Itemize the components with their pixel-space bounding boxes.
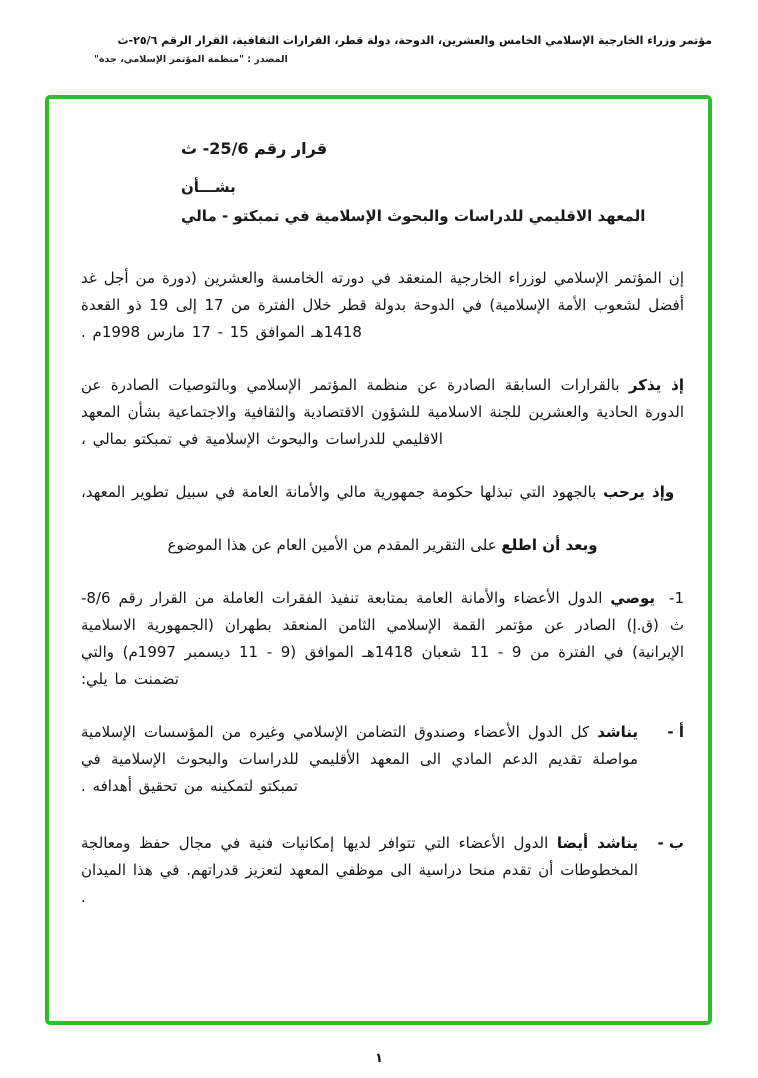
sub-item-a-text: كل الدول الأعضاء وصندوق التضامن الإسلامي وغيره من المؤسسات الإسلامية مواصلة تقديم الدعم المادي الى المعهد الأقليمي للدراسات والبحوث الإسلامية في تمبكتو لتمكينه من تحقيق أهدافه . bbox=[81, 723, 638, 795]
operative-item-1-text: الدول الأعضاء والأمانة العامة بمتابعة تنفيذ الفقرات العاملة من القرار رقم 8/6- ث (ق.إ) الصادر عن مؤتمر القمة الإسلامي الثامن المنعقد بطهران (الجمهورية الاسلامية الإيرانية) في الفترة من 9 - 11 شعبان 1418هـ الموافق (9 - 11 ديسمبر 1997م) والتي تضمنت ما يلي: bbox=[81, 589, 685, 688]
preamble-paragraph-4-text: على التقرير المقدم من الأمين العام عن هذا الموضوع bbox=[167, 536, 497, 554]
sub-item-a-marker: أ - bbox=[667, 723, 684, 741]
preamble-paragraph-4-lead: وبعد أن اطلع bbox=[501, 536, 598, 554]
operative-item-1-number: 1- bbox=[669, 589, 684, 607]
sub-item-a bbox=[81, 719, 684, 800]
preamble-paragraph-3-text: بالجهود التي تبذلها حكومة جمهورية مالي والأمانة العامة في سبيل تطوير المعهد، bbox=[81, 483, 597, 501]
operative-item-1-lead: يوصي bbox=[610, 589, 656, 607]
sub-item-b bbox=[81, 830, 684, 911]
source-citation-line1: مؤتمر وزراء الخارجية الإسلامي الخامس والعشرين، الدوحة، دولة قطر، القرارات الثقافية، القرار الرقم ٢٥/٦-ث bbox=[117, 34, 712, 47]
document-frame bbox=[45, 95, 712, 1025]
page-number: ١ bbox=[375, 1051, 383, 1066]
sub-item-b-marker: ب - bbox=[657, 834, 684, 852]
preamble-paragraph-2-lead: إذ يذكر bbox=[628, 376, 684, 394]
document-content bbox=[49, 99, 708, 1021]
sub-item-b-text: الدول الأعضاء التي تتوافر لديها إمكانيات فنية في مجال حفظ ومعالجة المخطوطات أن تقدم منحا دراسية الى موظفي المعهد لتعزيز قدراتهم. في هذا الميدان . bbox=[81, 834, 638, 906]
resolution-number-title: قرار رقم 25/6- ث bbox=[181, 139, 328, 158]
preamble-paragraph-1-text: إن المؤتمر الإسلامي لوزراء الخارجية المنعقد في دورته الخامسة والعشرين (دورة من أجل غد أفضل لشعوب الأمة الإسلامية) في الدوحة بدولة قطر خلال الفترة من 17 إلى 19 ذو القعدة 1418هـ الموافق 15 - 17 مارس 1998م . bbox=[81, 269, 684, 341]
preamble-paragraph-1 bbox=[81, 265, 684, 346]
sub-item-b-lead: يناشد أيضا bbox=[556, 834, 638, 852]
preamble-paragraph-2 bbox=[81, 372, 684, 453]
source-citation bbox=[46, 34, 712, 65]
operative-item-1 bbox=[81, 585, 684, 693]
subject-title: المعهد الاقليمي للدراسات والبحوث الإسلامية في تمبكتو - مالي bbox=[181, 207, 646, 225]
sub-item-a-lead: يناشد bbox=[597, 723, 638, 741]
title-block bbox=[181, 139, 684, 225]
preamble-paragraph-3 bbox=[81, 479, 684, 506]
preamble-paragraph-3-lead: وإذ يرحب bbox=[603, 483, 675, 501]
source-citation-line2: المصدر : "منظمة المؤتمر الإسلامي، جدة" bbox=[94, 54, 288, 66]
sub-item-a-body bbox=[81, 719, 638, 800]
preamble-paragraph-2-text: بالقرارات السابقة الصادرة عن منظمة المؤتمر الإسلامي وبالتوصيات الصادرة عن الدورة الحادية والعشرين للجنة الاسلامية للشؤون الاقتصادية والثقافية والاجتماعية بشأن المعهد الاقليمي للدراسات والبحوث الإسلامية في تمبكتو بمالي ، bbox=[81, 376, 684, 448]
regarding-label: بشـــأن bbox=[181, 178, 236, 196]
preamble-paragraph-4 bbox=[81, 532, 684, 559]
sub-item-b-body bbox=[81, 830, 638, 911]
